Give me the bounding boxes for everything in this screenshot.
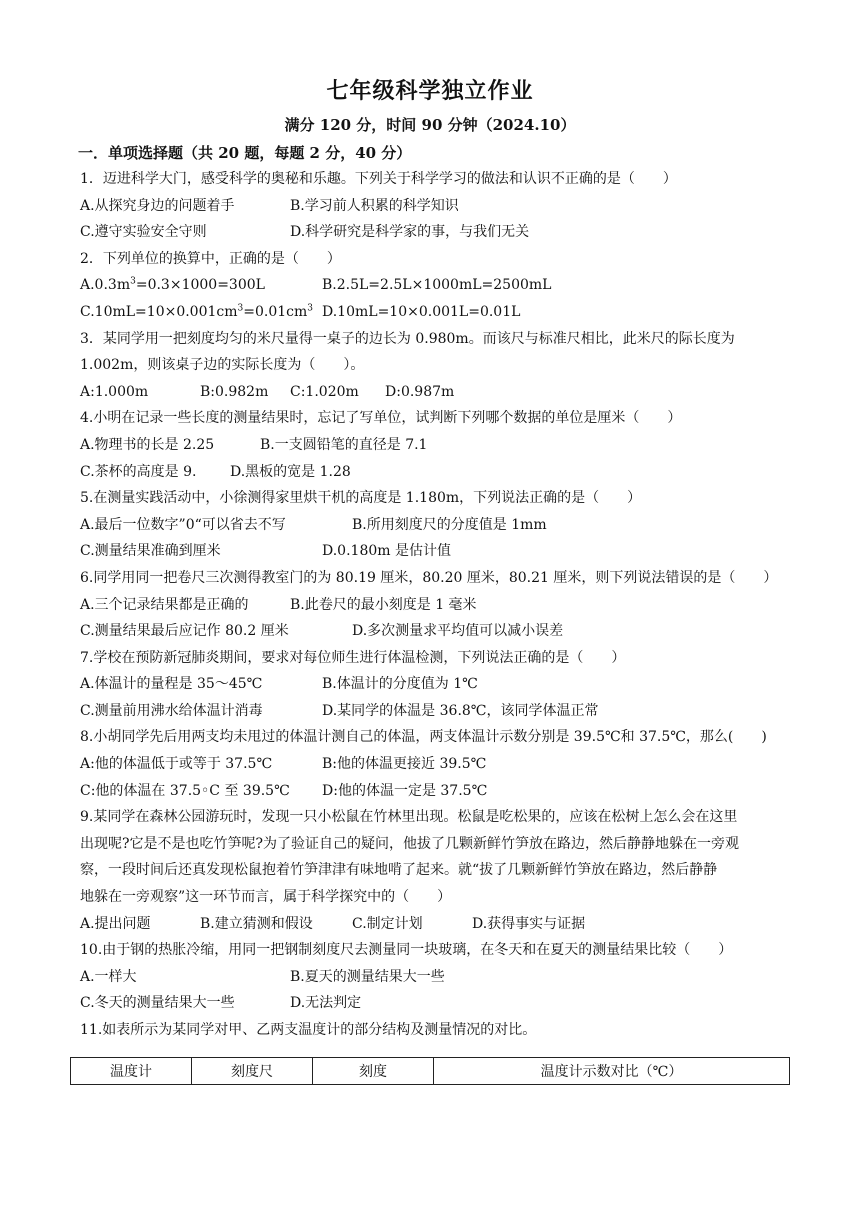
- table-header-row: [71, 1058, 790, 1085]
- q2-option-c: $C.10mL=10\times 0.001cm^3=0.01cm^3$: [80, 303, 314, 320]
- q7-option-d: D.某同学的体温是 36.8℃，该同学体温正常: [322, 702, 599, 719]
- q8-option-a: A:他的体温低于或等于 37.5℃: [80, 756, 273, 773]
- q2-option-b: B.2.5L=2.5L×1000mL=2500mL: [322, 277, 552, 294]
- q5-option-a: A.最后一位数字”0“可以省去不写: [80, 516, 286, 533]
- question-11-stem: 11.如表所示为某同学对甲、乙两支温度计的部分结构及测量情况的对比。: [80, 1022, 537, 1038]
- q3-option-b: B:0.982m: [200, 383, 269, 400]
- q9-option-a: A.提出问题: [80, 915, 151, 932]
- question-5-options-row2: [80, 538, 800, 565]
- q4-option-a: A.物理书的长是 2.25: [80, 436, 215, 453]
- question-10-options: [80, 964, 800, 991]
- document-subtitle: 满分 120 分，时间 90 分钟（2024.10）: [284, 116, 576, 134]
- q8-option-b: B:他的体温更接近 39.5℃: [322, 756, 487, 773]
- q4-option-b: B.一支圆铅笔的直径是 7.1: [260, 436, 428, 453]
- question-8-options-row2: [80, 778, 800, 805]
- q3-option-a: A:1.000m: [80, 383, 149, 400]
- q5-option-c: C.测量结果准确到厘米: [80, 543, 221, 560]
- question-4-options: [80, 432, 800, 459]
- table-header-cell: 刻度: [313, 1058, 434, 1085]
- q3-option-d: D:0.987m: [385, 383, 455, 400]
- question-10-options-row2: [80, 990, 800, 1017]
- q8-option-d: D:他的体温一定是 37.5℃: [322, 782, 488, 799]
- q9-option-b: B.建立猜测和假设: [200, 915, 313, 932]
- q8-option-c: C:他的体温在 37.5◦C 至 39.5℃: [80, 782, 290, 799]
- question-3-stem-line-2: 1.002m，则该桌子边的实际长度为（ ）。: [80, 357, 365, 374]
- question-6-options-row2: [80, 618, 800, 645]
- question-7-stem: 7.学校在预防新冠肺炎期间，要求对每位师生进行体温检测，下列说法正确的是（ ）: [80, 649, 626, 666]
- table-header-cell: 温度计示数对比（℃）: [434, 1058, 790, 1085]
- question-1-options-row2: [80, 219, 800, 246]
- q3-option-c: C:1.020m: [290, 383, 359, 400]
- q4-option-c: C.茶杯的高度是 9.: [80, 463, 197, 480]
- q2-option-d: D.10mL=10×0.001L=0.01L: [322, 303, 521, 320]
- q9-option-d: D.获得事实与证据: [472, 915, 586, 932]
- q7-option-c: C.测量前用沸水给体温计消毒: [80, 702, 263, 719]
- q1-option-a: A.从探究身边的问题着手: [80, 197, 235, 214]
- q5-option-d: D.0.180m 是估计值: [322, 543, 451, 560]
- q6-option-d: D.多次测量求平均值可以减小误差: [352, 623, 564, 640]
- thermometer-comparison-table: [70, 1057, 790, 1085]
- question-7-options-row2: [80, 698, 800, 725]
- table-header-cell: 温度计: [71, 1058, 192, 1085]
- questions: [80, 166, 800, 1044]
- q1-option-b: B.学习前人积累的科学知识: [290, 197, 459, 214]
- question-6-stem: 6.同学用同一把卷尺三次测得教室门的为 80.19 厘米，80.20 厘米，80.21 厘米，则下列说法错误的是（ ）: [80, 569, 778, 586]
- q1-option-c: C.遵守实验安全守则: [80, 224, 207, 241]
- question-4-options-row2: [80, 459, 800, 486]
- q7-option-b: B.体温计的分度值为 1℃: [322, 676, 478, 693]
- question-8-stem: 8.小胡同学先后用两支均未甩过的体温计测自己的体温，两支体温计示数分别是 39.5℃和 37.5℃，那么( ): [80, 729, 767, 746]
- q2-option-a: $A.0.3m^3=0.3\times 1000=300L$: [80, 276, 265, 294]
- q6-option-c: C.测量结果最后应记作 80.2 厘米: [80, 623, 289, 640]
- question-5-options: [80, 512, 800, 539]
- question-2-options-row2: [80, 299, 800, 326]
- question-1-options: [80, 193, 800, 220]
- question-1-stem: 1．迈进科学大门，感受科学的奥秘和乐趣。下列关于科学学习的做法和认识不正确的是（ ）: [80, 171, 677, 187]
- question-9-stem-line-2: 出现呢?它是不是也吃竹笋呢?为了验证自己的疑问，他拔了几颗新鲜竹笋放在路边，然后静静地躲在一旁观: [80, 835, 740, 852]
- question-3-options: [80, 379, 800, 406]
- question-2-stem: 2．下列单位的换算中，正确的是（ ）: [80, 250, 341, 267]
- question-3-stem-line-1: 3．某同学用一把刻度均匀的米尺量得一桌子的边长为 0.980m。而该尺与标准尺相比，此米尺的际长度为: [80, 330, 735, 347]
- q10-option-c: C.冬天的测量结果大一些: [80, 995, 235, 1012]
- question-9-stem-line-4: 地躲在一旁观察”这一环节而言，属于科学探究中的（ ）: [80, 889, 452, 906]
- section-heading: 一．单项选择题（共 20 题，每题 2 分，40 分）: [78, 144, 412, 162]
- q6-option-a: A.三个记录结果都是正确的: [80, 596, 249, 613]
- document-title: 七年级科学独立作业: [326, 78, 534, 104]
- question-9-stem-line-1: 9.某同学在森林公园游玩时，发现一只小松鼠在竹林里出现。松鼠是吃松果的，应该在松树上怎么会在这里: [80, 809, 738, 826]
- q4-option-d: D.黑板的宽是 1.28: [230, 463, 351, 480]
- question-7-options: [80, 671, 800, 698]
- q10-option-a: A.一样大: [80, 968, 137, 985]
- question-9-stem-line-3: 察，一段时间后还真发现松鼠抱着竹笋津津有味地啃了起来。就“拔了几颗新鲜竹笋放在路边，然后静静: [80, 862, 718, 879]
- q10-option-d: D.无法判定: [290, 995, 362, 1012]
- q6-option-b: B.此卷尺的最小刻度是 1 毫米: [290, 596, 477, 613]
- table-header-cell: 刻度尺: [192, 1058, 313, 1085]
- question-9-options: [80, 911, 800, 938]
- q1-option-d: D.科学研究是科学家的事，与我们无关: [290, 224, 530, 241]
- q5-option-b: B.所用刻度尺的分度值是 1mm: [352, 516, 547, 533]
- question-5-stem: 5.在测量实践活动中，小徐测得家里烘干机的高度是 1.180m，下列说法正确的是（ ）: [80, 490, 642, 507]
- question-6-options: [80, 592, 800, 619]
- question-2-options: [80, 272, 800, 299]
- question-10-stem: 10.由于钢的热胀冷缩，用同一把钢制刻度尺去测量同一块玻璃，在冬天和在夏天的测量结果比较（ ）: [80, 942, 733, 959]
- q10-option-b: B.夏天的测量结果大一些: [290, 968, 445, 985]
- q9-option-c: C.制定计划: [352, 915, 423, 932]
- question-8-options: [80, 751, 800, 778]
- question-4-stem: 4.小明在记录一些长度的测量结果时，忘记了写单位，试判断下列哪个数据的单位是厘米（ ）: [80, 410, 682, 427]
- q7-option-a: A.体温计的量程是 35～45℃: [80, 676, 263, 693]
